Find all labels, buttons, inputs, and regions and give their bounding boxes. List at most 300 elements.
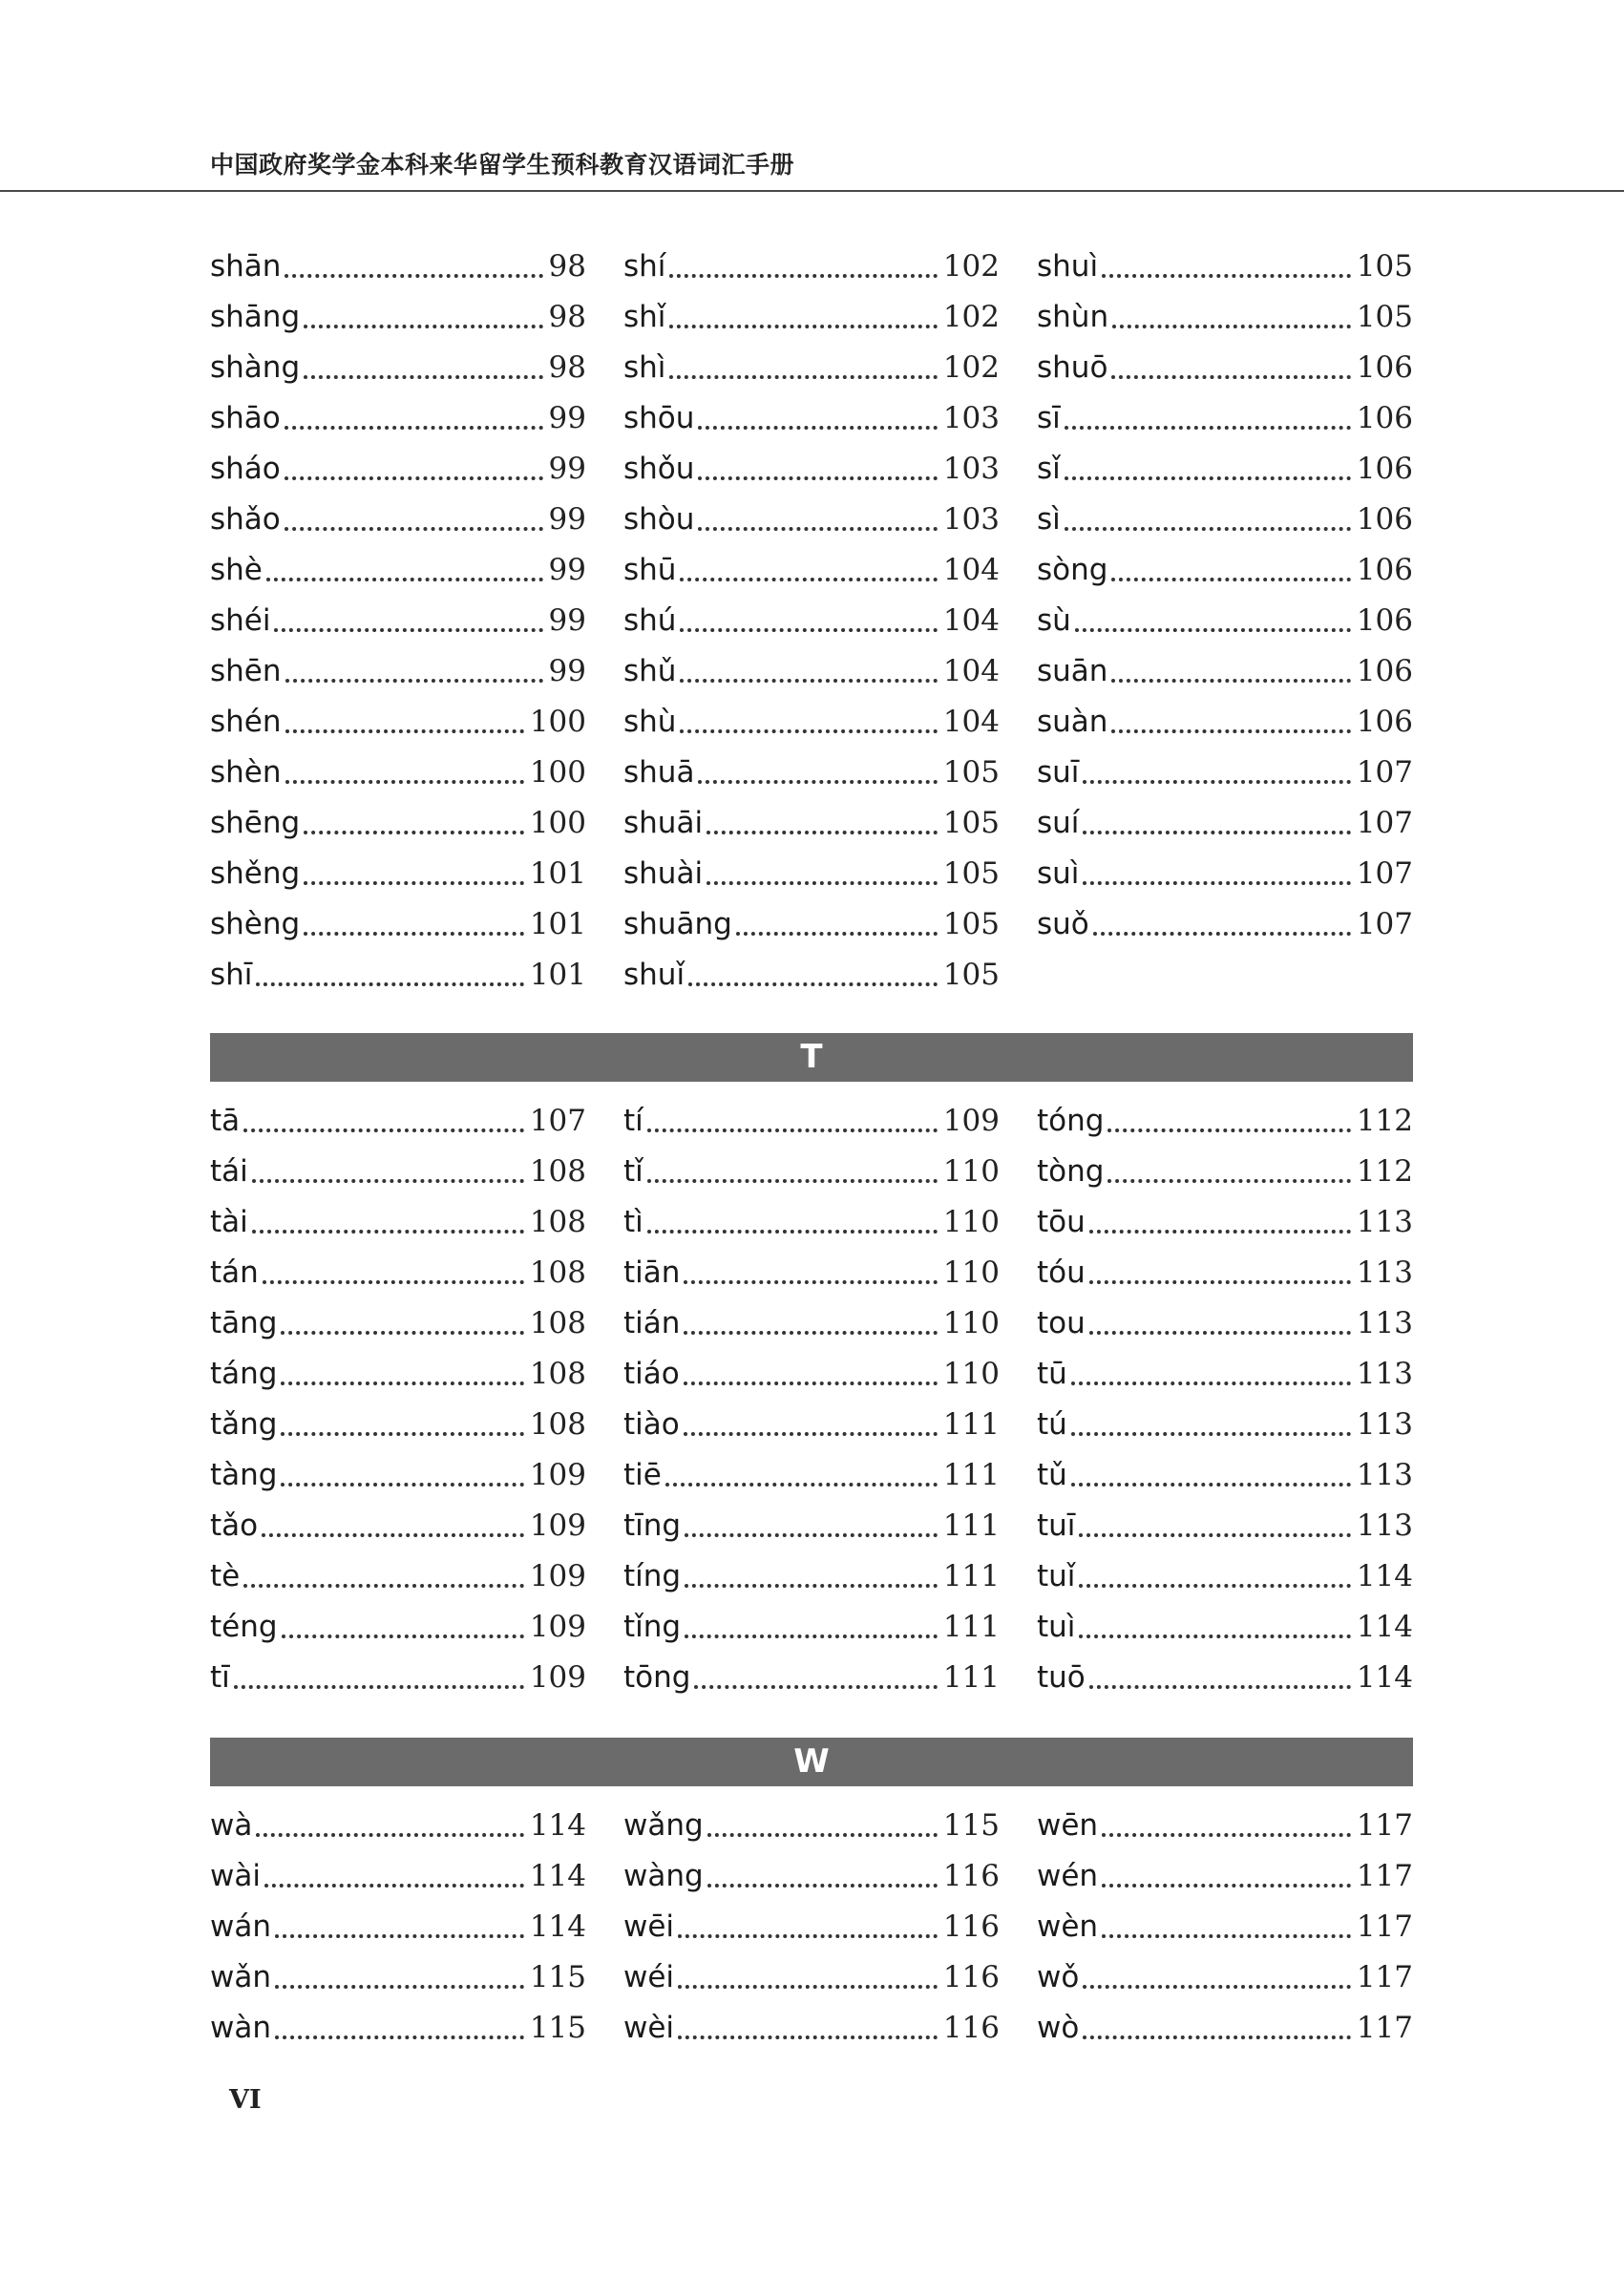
page-reference: 102 [942, 300, 1000, 334]
dot-leader [304, 315, 542, 328]
index-entry [1037, 493, 1413, 543]
page-reference: 105 [942, 907, 1000, 941]
pinyin-syllable: sǐ [1037, 452, 1061, 486]
dot-leader [1083, 821, 1350, 834]
dot-leader [1083, 2026, 1351, 2039]
page-reference: 109 [529, 1660, 586, 1695]
dot-leader [252, 1220, 524, 1234]
dot-leader [669, 315, 937, 328]
pinyin-syllable: shāng [210, 300, 301, 334]
pinyin-syllable: tiē [623, 1458, 662, 1492]
index-entry [210, 493, 586, 543]
index-entry [210, 1900, 586, 1951]
page-reference: 106 [1356, 502, 1413, 537]
page-reference: 98 [548, 300, 586, 334]
page-number: VI [229, 2085, 262, 2115]
dot-leader [1065, 416, 1351, 430]
dot-leader [684, 1423, 938, 1436]
dot-leader [685, 1524, 938, 1537]
dot-leader [274, 619, 542, 632]
index-entry [1037, 1600, 1413, 1651]
page-reference: 113 [1356, 1357, 1413, 1391]
page-reference: 109 [529, 1610, 586, 1644]
page-reference: 102 [942, 249, 1000, 284]
dot-leader [1111, 366, 1350, 379]
pinyin-syllable: shéi [210, 603, 271, 638]
page-reference: 114 [1356, 1660, 1413, 1695]
page-reference: 116 [942, 1960, 1000, 1994]
page-reference: 100 [529, 705, 586, 739]
page-reference: 103 [942, 452, 1000, 486]
index-entry [1037, 897, 1413, 948]
page-reference: 115 [529, 1960, 586, 1994]
index-entry [623, 1951, 1000, 2001]
pinyin-syllable: wǎn [210, 1960, 271, 1994]
page-reference: 110 [942, 1306, 1000, 1340]
pinyin-syllable: tǎng [210, 1407, 278, 1442]
page-reference: 105 [1356, 249, 1413, 284]
dot-leader [685, 1625, 938, 1638]
pinyin-syllable: tāng [210, 1306, 278, 1340]
dot-leader [1111, 720, 1350, 733]
dot-leader [1065, 467, 1351, 480]
index-entry [623, 543, 1000, 594]
index-entry [210, 391, 586, 442]
pinyin-syllable: shēng [210, 806, 301, 840]
pinyin-syllable: shǔ [623, 654, 677, 688]
index-entry [210, 594, 586, 644]
page-reference: 103 [942, 401, 1000, 435]
page-reference: 108 [529, 1306, 586, 1340]
dot-leader [647, 1119, 938, 1132]
dot-leader [698, 770, 937, 784]
dot-leader [1107, 1170, 1350, 1183]
pinyin-syllable: shuì [1037, 249, 1099, 284]
page-reference: 106 [1356, 401, 1413, 435]
pinyin-syllable: tuō [1037, 1660, 1086, 1695]
pinyin-syllable: tuī [1037, 1508, 1076, 1543]
index-entry [623, 1900, 1000, 1951]
index-entry [623, 1499, 1000, 1550]
pinyin-syllable: tiān [623, 1255, 681, 1290]
page-reference: 117 [1356, 1960, 1413, 1994]
page-reference: 110 [942, 1154, 1000, 1189]
index-entry [1037, 1297, 1413, 1347]
index-entry [210, 1651, 586, 1701]
pinyin-syllable: shùn [1037, 300, 1109, 334]
section-header-t: T [210, 1033, 1413, 1082]
page-reference: 112 [1356, 1104, 1413, 1138]
pinyin-syllable: shuài [623, 856, 704, 891]
dot-leader [281, 1321, 523, 1335]
page-reference: 114 [529, 1808, 586, 1843]
index-entry [623, 594, 1000, 644]
pinyin-syllable: tíng [623, 1559, 682, 1593]
dot-leader [1065, 517, 1351, 531]
dot-leader [1079, 1574, 1350, 1588]
dot-leader [256, 1824, 523, 1837]
index-entry [210, 1145, 586, 1195]
index-entry [210, 2001, 586, 2052]
dot-leader [1083, 770, 1350, 784]
index-entry [623, 290, 1000, 341]
page-reference: 105 [1356, 300, 1413, 334]
dot-leader [263, 1271, 524, 1284]
index-entry [1037, 391, 1413, 442]
dot-leader [1112, 315, 1351, 328]
pinyin-syllable: suì [1037, 856, 1080, 891]
dot-leader [285, 517, 543, 531]
page-reference: 109 [942, 1104, 1000, 1138]
dot-leader [647, 1170, 938, 1183]
dot-leader [285, 264, 542, 278]
pinyin-syllable: shuō [1037, 350, 1108, 385]
index-entry [210, 1550, 586, 1600]
pinyin-syllable: tòng [1037, 1154, 1105, 1189]
pinyin-syllable: wēi [623, 1909, 675, 1944]
index-entry [623, 695, 1000, 746]
pinyin-syllable: shèng [210, 907, 301, 941]
page-reference: 99 [548, 553, 586, 587]
dot-leader [736, 922, 938, 936]
page-reference: 105 [942, 856, 1000, 891]
pinyin-syllable: shù [623, 705, 677, 739]
dot-leader [256, 973, 523, 986]
page-reference: 107 [529, 1104, 586, 1138]
pinyin-syllable: tóu [1037, 1255, 1086, 1290]
page-reference: 106 [1356, 350, 1413, 385]
index-entry [1037, 341, 1413, 391]
pinyin-syllable: wài [210, 1859, 261, 1893]
index-entry [210, 1297, 586, 1347]
index-entry [210, 341, 586, 391]
index-entry [1037, 442, 1413, 493]
pinyin-syllable: shén [210, 705, 282, 739]
index-entry [1037, 1448, 1413, 1499]
pinyin-syllable: shěng [210, 856, 301, 891]
page-reference: 104 [942, 603, 1000, 638]
page-reference: 116 [942, 2011, 1000, 2045]
pinyin-syllable: tī [210, 1660, 230, 1695]
index-entry [210, 290, 586, 341]
index-entry [210, 695, 586, 746]
page-reference: 108 [529, 1255, 586, 1290]
index-entry [623, 1600, 1000, 1651]
page-reference: 117 [1356, 1859, 1413, 1893]
index-entry [210, 1398, 586, 1448]
pinyin-syllable: shè [210, 553, 263, 587]
page-reference: 104 [942, 705, 1000, 739]
page-reference: 115 [529, 2011, 586, 2045]
pinyin-syllable: shàng [210, 350, 301, 385]
pinyin-syllable: tōng [623, 1660, 691, 1695]
page-reference: 102 [942, 350, 1000, 385]
pinyin-syllable: shuǐ [623, 958, 685, 992]
index-entry [623, 1651, 1000, 1701]
page-reference: 111 [942, 1559, 1000, 1593]
page-reference: 105 [942, 958, 1000, 992]
page-reference: 116 [942, 1909, 1000, 1944]
index-entry [623, 1094, 1000, 1145]
page-reference: 113 [1356, 1255, 1413, 1290]
dot-leader [234, 1676, 524, 1689]
page-reference: 106 [1356, 452, 1413, 486]
page-reference: 113 [1356, 1306, 1413, 1340]
pinyin-syllable: shēn [210, 654, 282, 688]
page-reference: 115 [942, 1808, 1000, 1843]
dot-leader [275, 2026, 524, 2039]
pinyin-syllable: tōu [1037, 1205, 1086, 1239]
pinyin-syllable: shì [623, 350, 666, 385]
pinyin-syllable: wēn [1037, 1808, 1099, 1843]
index-entry [623, 1246, 1000, 1297]
page-reference: 107 [1356, 907, 1413, 941]
pinyin-syllable: tóng [1037, 1104, 1105, 1138]
pinyin-syllable: tā [210, 1104, 241, 1138]
dot-leader [275, 1925, 524, 1938]
page-reference: 108 [529, 1407, 586, 1442]
index-entry [623, 1849, 1000, 1900]
index-entry [1037, 1951, 1413, 2001]
dot-leader [266, 568, 543, 581]
page-reference: 100 [529, 806, 586, 840]
dot-leader [243, 1119, 524, 1132]
dot-leader [252, 1170, 524, 1183]
dot-leader [262, 1524, 524, 1537]
index-entry [210, 1849, 586, 1900]
pinyin-syllable: tí [623, 1104, 643, 1138]
index-entry [210, 796, 586, 847]
dot-leader [1079, 1625, 1350, 1638]
page-reference: 106 [1356, 603, 1413, 638]
index-entry [623, 1799, 1000, 1849]
page-reference: 113 [1356, 1458, 1413, 1492]
page-reference: 113 [1356, 1205, 1413, 1239]
index-entry [210, 1951, 586, 2001]
header-divider [0, 190, 1624, 192]
dot-leader [680, 568, 937, 581]
dot-leader [707, 821, 938, 834]
page-reference: 105 [942, 755, 1000, 790]
index-entry [210, 1246, 586, 1297]
page-reference: 106 [1356, 553, 1413, 587]
page-reference: 113 [1356, 1407, 1413, 1442]
pinyin-syllable: shuā [623, 755, 695, 790]
pinyin-syllable: wèn [1037, 1909, 1099, 1944]
index-entry [623, 493, 1000, 543]
pinyin-syllable: suī [1037, 755, 1080, 790]
page-reference: 114 [1356, 1559, 1413, 1593]
pinyin-syllable: tuǐ [1037, 1559, 1076, 1593]
dot-leader [264, 1874, 524, 1888]
index-entry [210, 948, 586, 999]
index-entry [623, 1195, 1000, 1246]
index-entry [623, 391, 1000, 442]
dot-leader [1093, 922, 1351, 936]
dot-leader [304, 821, 524, 834]
page-reference: 101 [529, 958, 586, 992]
dot-leader [684, 1372, 938, 1385]
index-entry [1037, 2001, 1413, 2052]
dot-leader [1079, 1524, 1350, 1537]
pinyin-syllable: tǎo [210, 1508, 259, 1543]
dot-leader [684, 1271, 937, 1284]
dot-leader [1089, 1271, 1351, 1284]
dot-leader [285, 770, 524, 784]
pinyin-syllable: tiáo [623, 1357, 680, 1391]
index-section-t [210, 1094, 1413, 1701]
pinyin-syllable: tīng [623, 1508, 682, 1543]
index-entry [623, 240, 1000, 290]
pinyin-syllable: tái [210, 1154, 248, 1189]
pinyin-syllable: wǎng [623, 1808, 704, 1843]
pinyin-syllable: suān [1037, 654, 1108, 688]
dot-leader [1071, 1372, 1351, 1385]
dot-leader [694, 1676, 937, 1689]
pinyin-syllable: shī [210, 958, 253, 992]
pinyin-syllable: shǐ [623, 300, 666, 334]
dot-leader [1102, 1925, 1351, 1938]
dot-leader [680, 619, 937, 632]
page-reference: 110 [942, 1255, 1000, 1290]
pinyin-syllable: shū [623, 553, 677, 587]
page-reference: 98 [548, 249, 586, 284]
index-entry [1037, 1651, 1413, 1701]
dot-leader [1111, 669, 1350, 683]
pinyin-syllable: tǐ [623, 1154, 643, 1189]
pinyin-syllable: sì [1037, 502, 1061, 537]
pinyin-syllable: tǐng [623, 1610, 682, 1644]
pinyin-syllable: shuāi [623, 806, 704, 840]
dot-leader [1102, 264, 1351, 278]
page-reference: 111 [942, 1458, 1000, 1492]
page-reference: 99 [548, 603, 586, 638]
index-entry [1037, 1398, 1413, 1448]
pinyin-syllable: suǒ [1037, 907, 1089, 941]
page-reference: 114 [529, 1859, 586, 1893]
pinyin-syllable: sháo [210, 452, 281, 486]
index-entry [1037, 1900, 1413, 1951]
pinyin-syllable: shǎo [210, 502, 281, 537]
index-entry [210, 746, 586, 796]
index-entry [1037, 543, 1413, 594]
page-reference: 104 [942, 553, 1000, 587]
dot-leader [285, 669, 543, 683]
page-reference: 114 [1356, 1610, 1413, 1644]
pinyin-syllable: shí [623, 249, 666, 284]
index-entry [1037, 1347, 1413, 1398]
dot-leader [281, 1423, 523, 1436]
index-entry [1037, 1799, 1413, 1849]
index-entry [1037, 1145, 1413, 1195]
index-entry [210, 1499, 586, 1550]
dot-leader [647, 1220, 938, 1234]
pinyin-syllable: tǔ [1037, 1458, 1067, 1492]
index-section-w [210, 1799, 1413, 2052]
index-entry [1037, 240, 1413, 290]
index-entry [210, 1195, 586, 1246]
dot-leader [275, 1975, 524, 1989]
dot-leader [304, 872, 524, 885]
dot-leader [698, 416, 937, 430]
page-reference: 110 [942, 1205, 1000, 1239]
pinyin-syllable: shuāng [623, 907, 732, 941]
dot-leader [285, 720, 524, 733]
page-reference: 110 [942, 1357, 1000, 1391]
index-entry [1037, 1550, 1413, 1600]
page-reference: 113 [1356, 1508, 1413, 1543]
dot-leader [678, 1975, 938, 1989]
dot-leader [688, 973, 938, 986]
index-entry [623, 1550, 1000, 1600]
dot-leader [698, 467, 937, 480]
pinyin-syllable: tiào [623, 1407, 680, 1442]
index-entry [623, 341, 1000, 391]
dot-leader [669, 366, 937, 379]
page-reference: 111 [942, 1407, 1000, 1442]
index-entry [210, 240, 586, 290]
page-header-title: 中国政府奖学金本科来华留学生预科教育汉语词汇手册 [210, 151, 795, 179]
index-entry [623, 948, 1000, 999]
dot-leader [281, 1372, 523, 1385]
page-reference: 109 [529, 1458, 586, 1492]
index-entry [210, 1799, 586, 1849]
pinyin-syllable: wèi [623, 2011, 675, 2045]
pinyin-syllable: táng [210, 1357, 278, 1391]
dot-leader [1089, 1321, 1351, 1335]
index-entry [1037, 290, 1413, 341]
pinyin-syllable: tián [623, 1306, 681, 1340]
page-reference: 108 [529, 1205, 586, 1239]
pinyin-syllable: shǒu [623, 452, 695, 486]
dot-leader [680, 720, 937, 733]
dot-leader [285, 467, 543, 480]
index-entry [210, 1347, 586, 1398]
dot-leader [678, 2026, 938, 2039]
index-entry [1037, 847, 1413, 897]
index-entry [623, 442, 1000, 493]
dot-leader [665, 1473, 938, 1487]
dot-leader [304, 366, 542, 379]
dot-leader [678, 1925, 938, 1938]
index-entry [210, 1600, 586, 1651]
dot-leader [1083, 872, 1350, 885]
dot-leader [669, 264, 937, 278]
index-entry [210, 442, 586, 493]
index-entry [1037, 1094, 1413, 1145]
dot-leader [680, 669, 937, 683]
pinyin-syllable: shōu [623, 401, 695, 435]
pinyin-syllable: wǒ [1037, 1960, 1080, 1994]
index-entry [623, 1398, 1000, 1448]
page-reference: 114 [529, 1909, 586, 1944]
index-entry [623, 2001, 1000, 2052]
dot-leader [1089, 1676, 1351, 1689]
pinyin-syllable: wéi [623, 1960, 675, 1994]
pinyin-syllable: shú [623, 603, 677, 638]
page-reference: 101 [529, 907, 586, 941]
pinyin-syllable: shān [210, 249, 282, 284]
page-reference: 99 [548, 502, 586, 537]
pinyin-syllable: wà [210, 1808, 253, 1843]
index-entry [1037, 1246, 1413, 1297]
page-reference: 107 [1356, 755, 1413, 790]
index-entry [1037, 746, 1413, 796]
pinyin-syllable: suí [1037, 806, 1080, 840]
index-entry [210, 1448, 586, 1499]
dot-leader [304, 922, 524, 936]
pinyin-syllable: shèn [210, 755, 282, 790]
